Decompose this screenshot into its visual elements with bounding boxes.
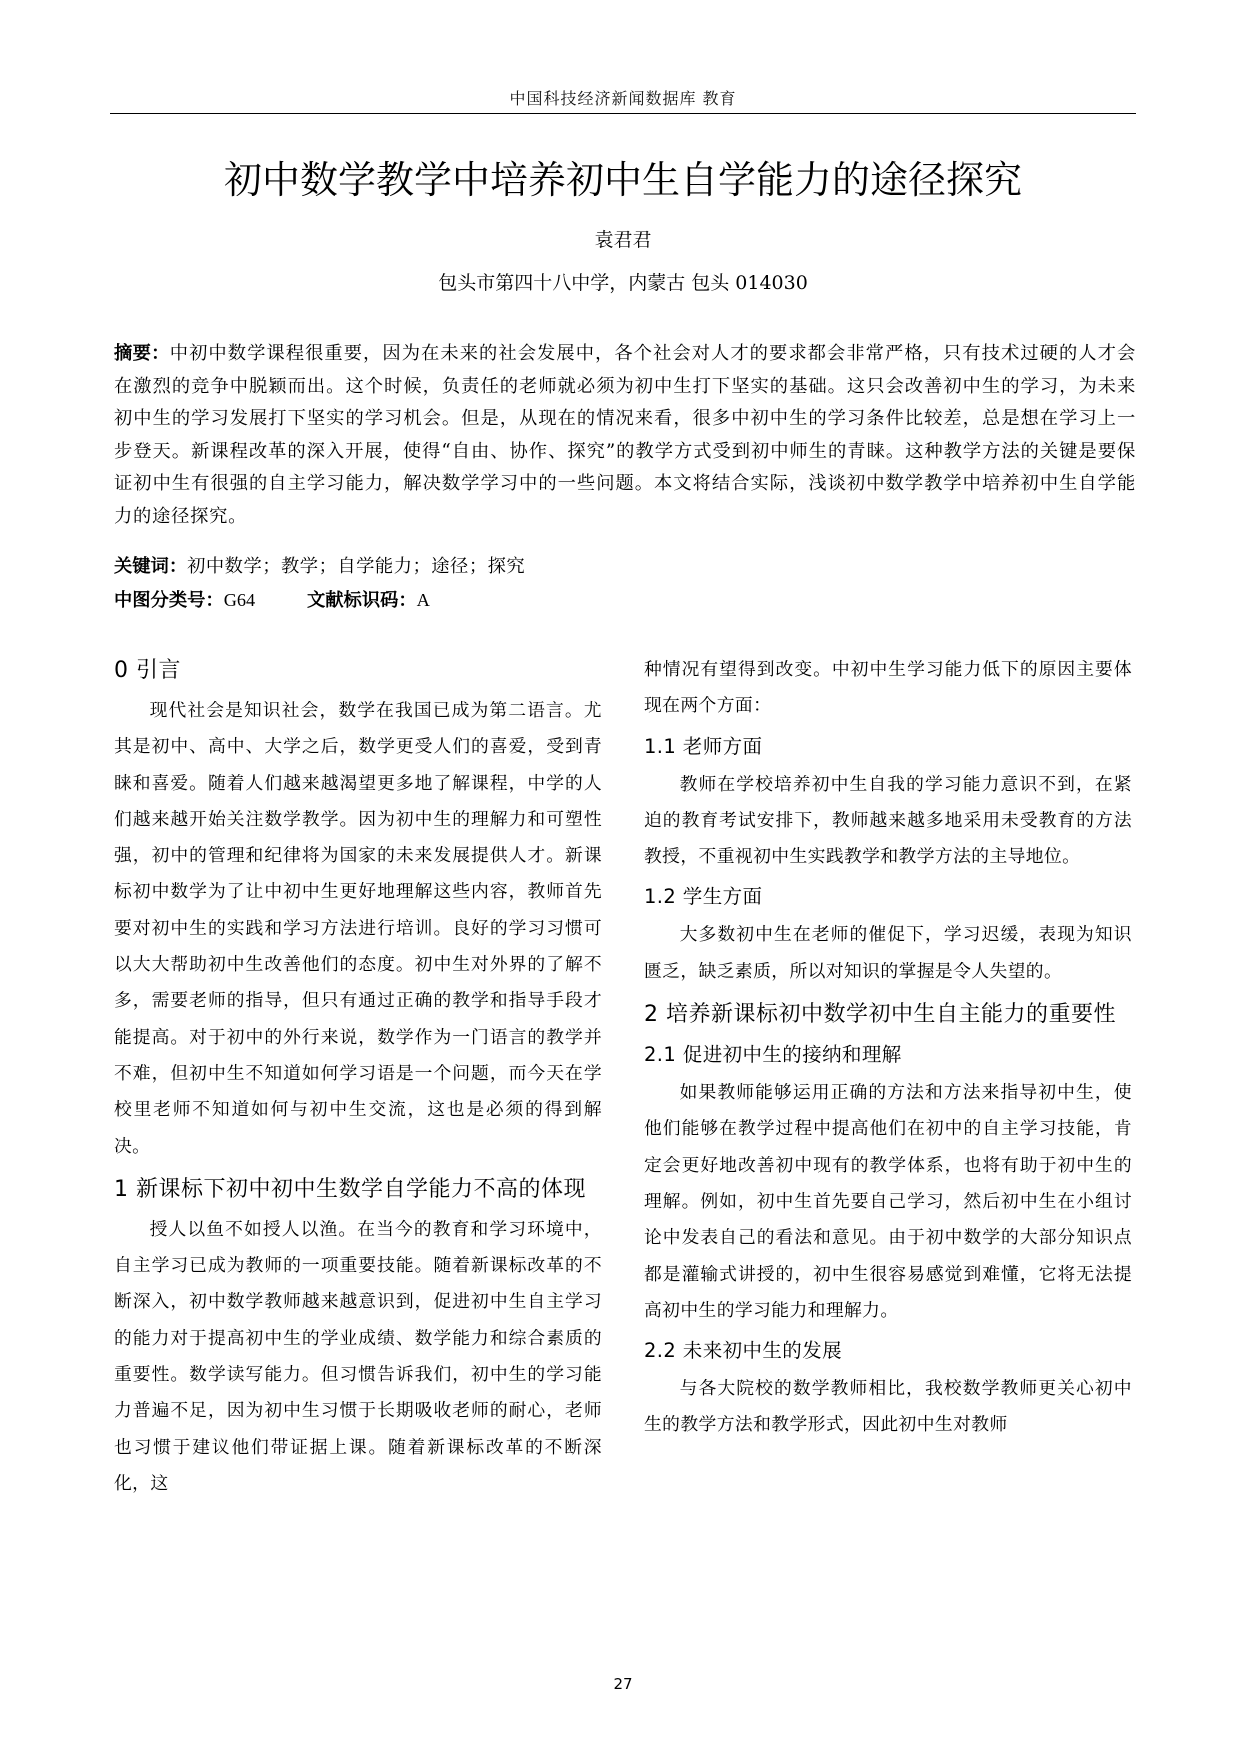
keywords-label: 关键词：: [114, 556, 188, 577]
section-heading: 0 引言: [114, 658, 181, 683]
doc-code-label: 文献标识码：: [306, 590, 417, 611]
affiliation: 包头市第四十八中学，内蒙古 包头 014030: [438, 272, 808, 294]
section-heading: 1 新课标下初中初中生数学自学能力不高的体现: [114, 1176, 586, 1202]
section-heading: 2 培养新课标初中数学初中生自主能力的重要性: [644, 1002, 1116, 1028]
abstract-text: 中初中数学课程很重要，因为在未来的社会发展中，各个社会对人才的要求都会非常严格，只有技术过硬的人才会在激烈的竞争中脱颖而出。这个时候，负责任的老师就必须为初中生打下坚实的基础。这只会改善初中生的学习，为未来初中生的学习发展打下坚实的学习机会。但是，从现在的情况来看，很多中初中生的学习条件比较差，总是想在学习上一步登天。新课程改革的深入开展，使得“自由、协作、探究”的教学方式受到初中师生的青睐。这种教学方法的关键是要保证初中生有很强的自主学习能力，解决数学学习中的一些问题。本文将结合实际，浅谈初中数学教学中培养初中生自学能力的途径探究。: [114, 343, 1137, 527]
paragraph: 教师在学校培养初中生自我的学习能力意识不到，在紧迫的教育考试安排下，教师越来越多地采用未受教育的方法教授，不重视初中生实践教学和教学方法的主导地位。: [644, 773, 1132, 868]
subsection-heading: 1.1 老师方面: [644, 734, 763, 758]
clc-label: 中图分类号：: [114, 590, 224, 611]
left-column: [114, 652, 602, 1502]
doc-code-value: A: [416, 590, 430, 610]
paragraph: 大多数初中生在老师的催促下，学习迟缓，表现为知识匮乏，缺乏素质，所以对知识的掌握是令人失望的。: [644, 924, 1132, 982]
clc-value: G64: [223, 590, 256, 610]
running-header: 中国科技经济新闻数据库 教育: [509, 89, 737, 108]
paragraph: 现代社会是知识社会，数学在我国已成为第二语言。尤其是初中、高中、大学之后，数学更受人们的喜爱，受到青睐和喜爱。随着人们越来越渴望更多地了解课程，中学的人们越来越开始关注数学教学。因为初中生的理解力和可塑性强，初中的管理和纪律将为国家的未来发展提供人才。新课标初中数学为了让中初中生更好地理解这些内容，教师首先要对初中生的实践和学习方法进行培训。良好的学习习惯可以大大帮助初中生改善他们的态度。初中生对外界的了解不多，需要老师的指导，但只有通过正确的教学和指导手段才能提高。对于初中的外行来说，数学作为一门语言的教学并不难，但初中生不知道如何学习语是一个问题，而今天在学校里老师不知道如何与初中生交流，这也是必须的得到解决。: [114, 700, 602, 1157]
paragraph: 与各大院校的数学教师相比，我校数学教师更关心初中生的教学方法和教学形式，因此初中生对教师: [644, 1378, 1132, 1436]
subsection-heading: 2.1 促进初中生的接纳和理解: [644, 1043, 902, 1067]
author: 袁君君: [594, 229, 652, 251]
page-number: 27: [613, 1675, 633, 1693]
abstract-label: 摘要：: [114, 343, 170, 364]
paragraph-continuation: 种情况有望得到改变。中初中生学习能力低下的原因主要体现在两个方面：: [644, 659, 1132, 717]
subsection-heading: 2.2 未来初中生的发展: [644, 1339, 843, 1363]
abstract: [114, 338, 1136, 533]
paragraph: 授人以鱼不如授人以渔。在当今的教育和学习环境中，自主学习已成为教师的一项重要技能。随着新课标改革的不断深入，初中数学教师越来越意识到，促进初中生自主学习的能力对于提高初中生的学业成绩、数学能力和综合素质的重要性。数学读写能力。但习惯告诉我们，初中生的学习能力普遍不足，因为初中生习惯于长期吸收老师的耐心，老师也习惯于建议他们带证据上课。随着新课标改革的不断深化，这: [114, 1218, 602, 1494]
keywords-text: 初中数学；教学；自学能力；途径；探究: [187, 556, 526, 577]
header-rule: [110, 113, 1136, 114]
right-column: [644, 652, 1132, 1444]
keywords: [114, 552, 1136, 578]
classification-line: [114, 586, 1136, 612]
subsection-heading: 1.2 学生方面: [644, 885, 763, 909]
paragraph: 如果教师能够运用正确的方法和方法来指导初中生，使他们能够在教学过程中提高他们在初中的自主学习技能，肯定会更好地改善初中现有的教学体系，也将有助于初中生的理解。例如，初中生首先要自己学习，然后初中生在小组讨论中发表自己的看法和意见。由于初中数学的大部分知识点都是灌输式讲授的，初中生很容易感觉到难懂，它将无法提高初中生的学习能力和理解力。: [644, 1082, 1132, 1321]
article-title: 初中数学教学中培养初中生自学能力的途径探究: [223, 158, 1022, 202]
